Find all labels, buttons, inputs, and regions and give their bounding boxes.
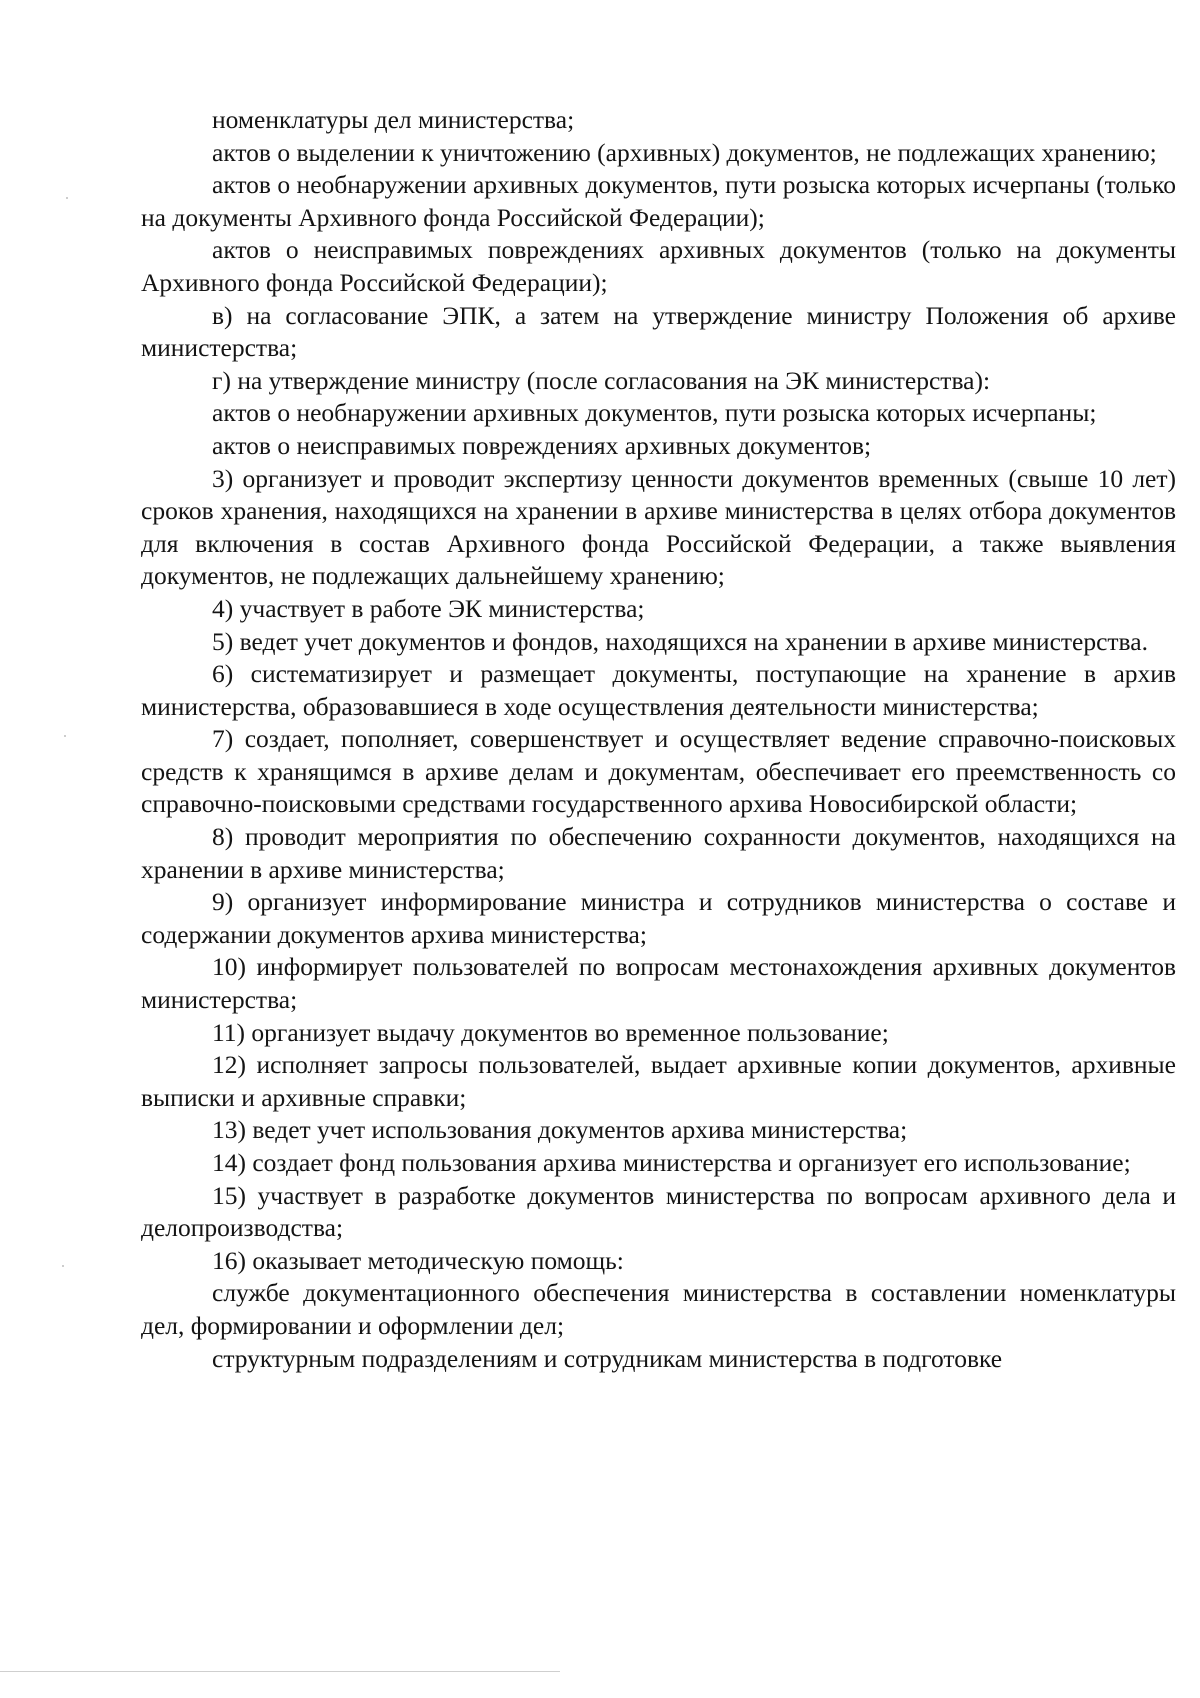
paragraph: 16) оказывает методическую помощь: bbox=[212, 1245, 624, 1275]
paragraph: актов о выделении к уничтожению (архивных) документов, не подлежащих хранению; bbox=[212, 137, 1157, 167]
paragraph: 3) организует и проводит экспертизу ценности документов временных (свыше 10 лет) сроков хранения, находящихся на хранении в архиве министерства в целях отбора документов для включения в состав Архивного фонда Российской Федерации, а также выявления документов, не подлежащих дальнейшему хранению; bbox=[141, 463, 1176, 591]
paragraph: номенклатуры дел министерства; bbox=[212, 105, 575, 134]
scan-speck bbox=[66, 197, 68, 199]
paragraph: 7) создает, пополняет, совершенствует и осуществляет ведение справочно-поисковых средств к хранящимся в архиве делам и документам, обеспечивает его преемственность со справочно-поисковыми средствами государственного архива Новосибирской области; bbox=[141, 724, 1176, 819]
paragraph: актов о необнаружении архивных документов, пути розыска которых исчерпаны (только на документы Архивного фонда Российской Федерации); bbox=[141, 170, 1176, 232]
paragraph: 14) создает фонд пользования архива министерства и организует его использование; bbox=[212, 1148, 1131, 1177]
paragraph: 13) ведет учет использования документов архива министерства; bbox=[212, 1115, 908, 1145]
document-body bbox=[141, 104, 1176, 1375]
paragraph: 8) проводит мероприятия по обеспечению сохранности документов, находящихся на хранении в архиве министерства; bbox=[141, 822, 1176, 884]
paragraph: 6) систематизирует и размещает документы, поступающие на хранение в архив министерства, образовавшиеся в ходе осуществления деятельности министерства; bbox=[141, 659, 1176, 721]
paragraph: 9) организует информирование министра и сотрудников министерства о составе и содержании документов архива министерства; bbox=[141, 887, 1176, 949]
paragraph: 11) организует выдачу документов во временное пользование; bbox=[212, 1017, 889, 1047]
paragraph: 15) участвует в разработке документов министерства по вопросам архивного дела и делопроизводства; bbox=[141, 1180, 1176, 1243]
paragraph: г) на утверждение министру (после согласования на ЭК министерства): bbox=[212, 365, 991, 395]
paragraph: 10) информирует пользователей по вопросам местонахождения архивных документов министерства; bbox=[141, 952, 1176, 1015]
scan-edge-line bbox=[0, 1671, 560, 1672]
paragraph: службе документационного обеспечения министерства в составлении номенклатуры дел, формировании и оформлении дел; bbox=[141, 1278, 1176, 1340]
scan-speck bbox=[64, 735, 66, 737]
paragraph: в) на согласование ЭПК, а затем на утверждение министру Положения об архиве министерства; bbox=[141, 300, 1176, 363]
paragraph: структурным подразделениям и сотрудникам министерства в подготовке bbox=[212, 1343, 1003, 1373]
paragraph: актов о неисправимых повреждениях архивных документов; bbox=[212, 430, 872, 460]
paragraph: 12) исполняет запросы пользователей, выдает архивные копии документов, архивные выписки и архивные справки; bbox=[141, 1050, 1176, 1112]
paragraph: актов о необнаружении архивных документов, пути розыска которых исчерпаны; bbox=[212, 398, 1097, 428]
paragraph: актов о неисправимых повреждениях архивных документов (только на документы Архивного фонда Российской Федерации); bbox=[141, 235, 1176, 297]
paragraph: 5) ведет учет документов и фондов, находящихся на хранении в архиве министерства. bbox=[212, 626, 1148, 656]
paragraph: 4) участвует в работе ЭК министерства; bbox=[212, 593, 645, 623]
scan-speck bbox=[62, 1265, 64, 1267]
